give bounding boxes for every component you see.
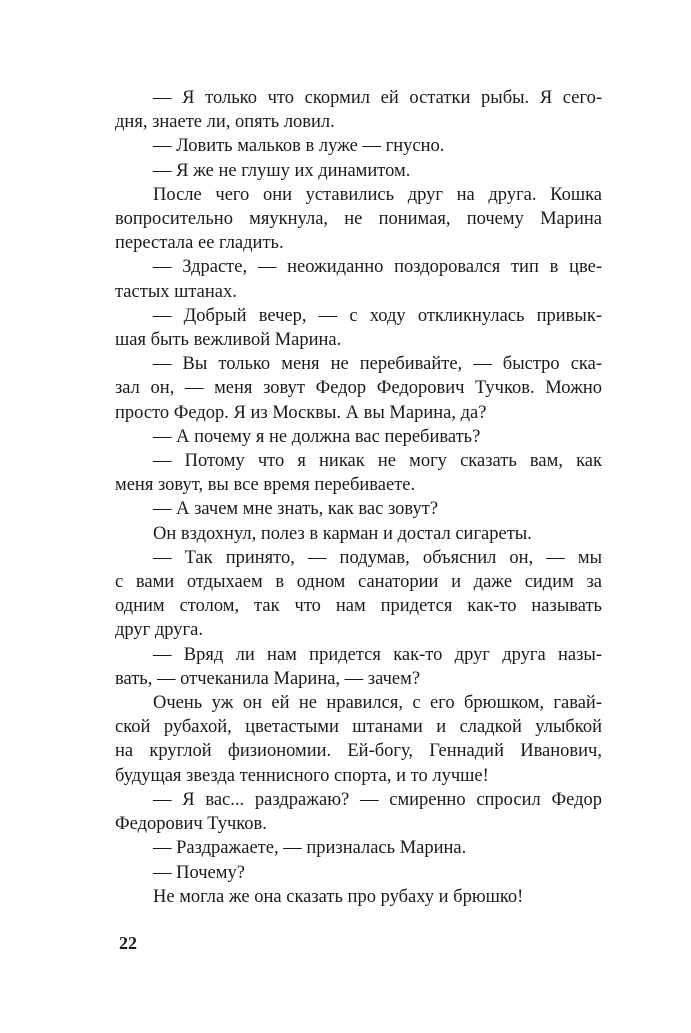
paragraph	[115, 183, 602, 256]
text-line: — Добрый вечер, — с ходу откликнулась привык-	[153, 305, 602, 326]
text-line: на круглой физиономии. Ей-богу, Геннадий Иванович,	[115, 741, 602, 762]
text-line: тастых штанах.	[115, 281, 237, 302]
paragraph	[115, 159, 602, 183]
text-line: Он вздохнул, полез в карман и достал сигареты.	[153, 523, 532, 544]
text-line: друг друга.	[115, 620, 203, 641]
paragraph	[115, 86, 602, 134]
page-number: 22	[119, 933, 137, 953]
paragraph	[115, 449, 602, 497]
text-line: меня зовут, вы все время перебиваете.	[115, 475, 416, 496]
paragraph	[115, 836, 602, 860]
text-line: После чего они уставились друг на друга. Кошка	[153, 184, 602, 205]
paragraph	[115, 304, 602, 352]
paragraph	[115, 861, 602, 885]
paragraph	[115, 134, 602, 158]
text-line: Федорович Тучков.	[115, 814, 267, 835]
text-line: — А зачем мне знать, как вас зовут?	[153, 499, 439, 520]
text-line: вопросительно мяукнула, не понимая, почему Марина	[115, 209, 602, 230]
text-line: с вами отдыхаем в одном санатории и даже сидим за	[115, 572, 602, 593]
text-line: ской рубахой, цветастыми штанами и сладкой улыбкой	[115, 717, 602, 738]
paragraph	[115, 885, 602, 909]
text-line: — Вряд ли нам придется как-то друг друга назы-	[153, 644, 602, 665]
text-line: дня, знаете ли, опять ловил.	[115, 112, 335, 133]
text-line: зал он, — меня зовут Федор Федорович Тучков. Можно	[115, 378, 602, 399]
paragraph	[115, 691, 602, 788]
text-line: перестала ее гладить.	[115, 233, 284, 254]
text-line: Очень уж он ей не нравился, с его брюшком, гавай-	[153, 693, 602, 714]
paragraph	[115, 352, 602, 425]
text-line: просто Федор. Я из Москвы. А вы Марина, да?	[115, 402, 487, 423]
text-line: — Я вас... раздражаю? — смиренно спросил Федор	[153, 789, 602, 810]
text-line: — Я же не глушу их динамитом.	[153, 160, 411, 181]
paragraph	[115, 546, 602, 643]
text-line: — Ловить мальков в луже — гнусно.	[153, 136, 445, 157]
text-line: — Так принято, — подумав, объяснил он, — мы	[153, 547, 602, 568]
text-line: — Здрасте, — неожиданно поздоровался тип в цве-	[153, 257, 602, 278]
paragraph	[115, 643, 602, 691]
text-line: — Раздражаете, — призналась Марина.	[153, 838, 467, 859]
paragraph	[115, 522, 602, 546]
text-line: — А почему я не должна вас перебивать?	[153, 426, 481, 447]
text-line: — Я только что скормил ей остатки рыбы. Я сего-	[153, 88, 602, 108]
text-line: вать, — отчеканила Марина, — зачем?	[115, 668, 421, 689]
paragraph	[115, 425, 602, 449]
text-block	[115, 86, 602, 909]
paragraph	[115, 788, 602, 836]
text-line: — Вы только меня не перебивайте, — быстро ска-	[153, 354, 602, 375]
paragraph	[115, 255, 602, 303]
text-line: — Потому что я никак не могу сказать вам, как	[153, 451, 602, 472]
text-line: — Почему?	[153, 862, 245, 883]
text-line: одним столом, так что нам придется как-то называть	[115, 596, 602, 617]
text-line: шая быть вежливой Марина.	[115, 330, 342, 351]
text-line: Не могла же она сказать про рубаху и брюшко!	[153, 886, 524, 907]
text-line: будущая звезда теннисного спорта, и то лучше!	[115, 765, 489, 786]
paragraph	[115, 497, 602, 521]
